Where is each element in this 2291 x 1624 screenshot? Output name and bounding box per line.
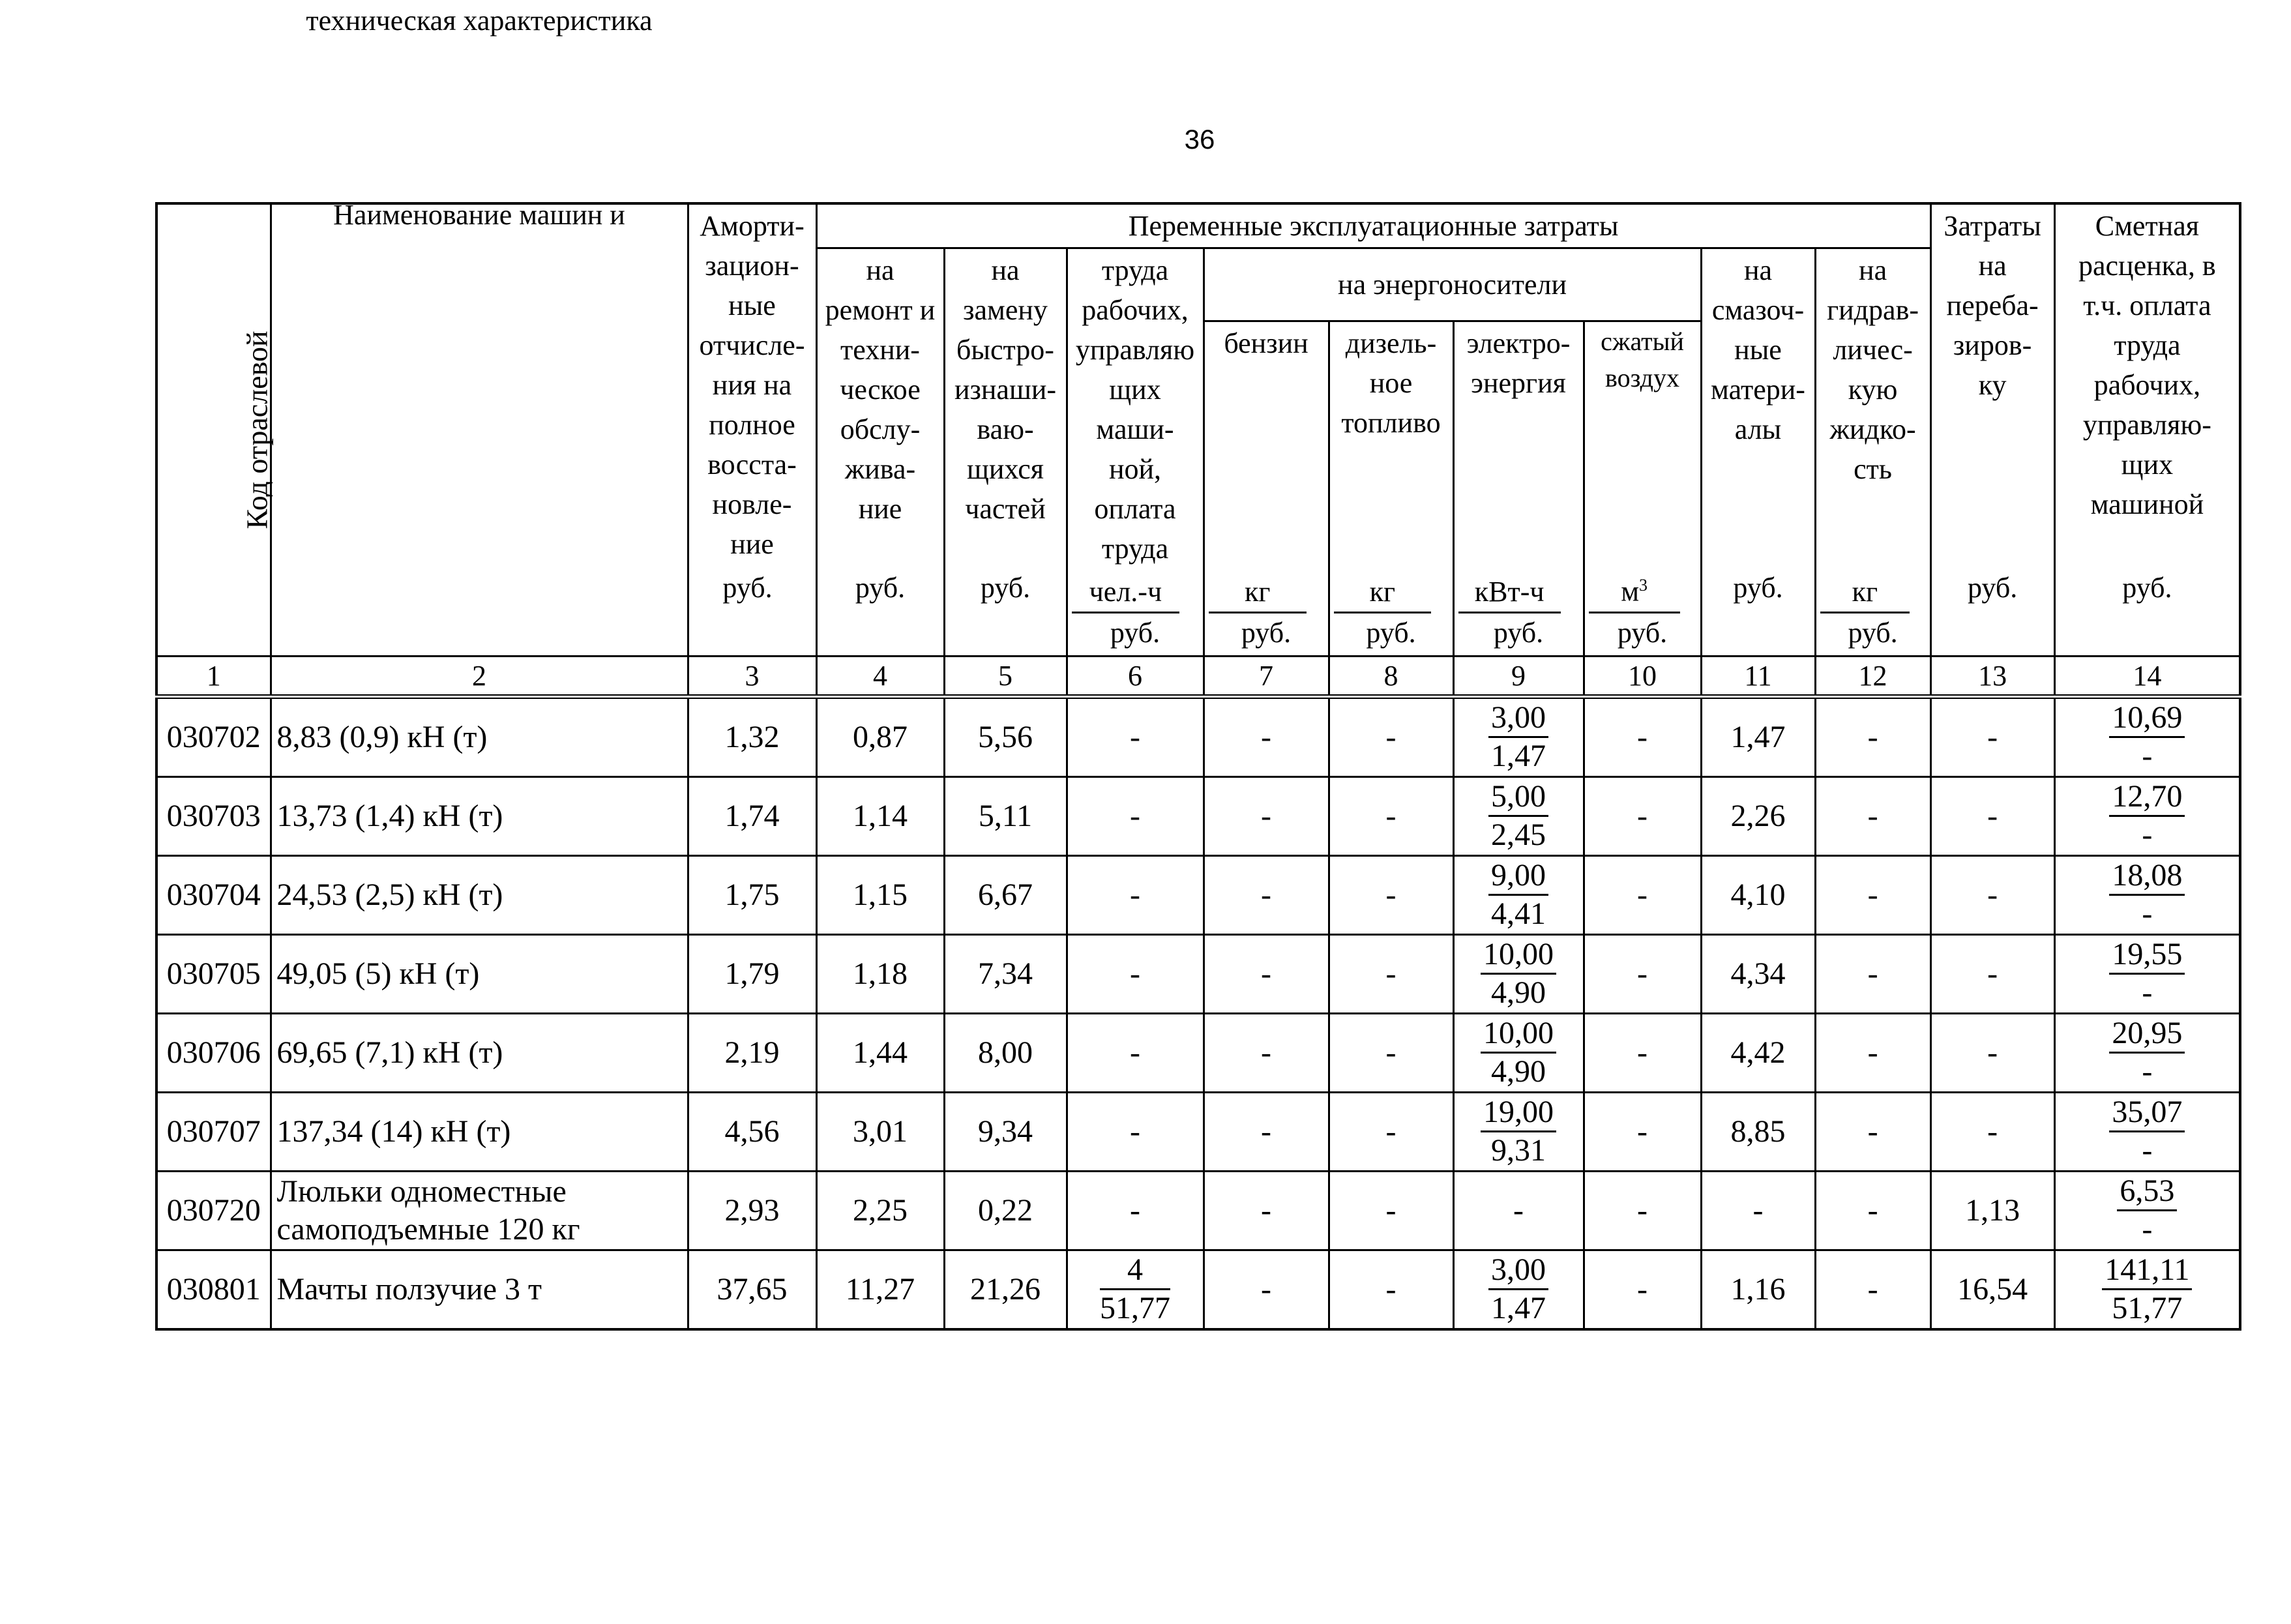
header-line: щих [2121,449,2174,480]
cell-repair: 0,87 [816,696,944,776]
cell-petrol: - [1204,1171,1329,1250]
cell-amortization: 1,75 [688,855,816,934]
table-row [156,1250,2240,1329]
cell-labor: - [1067,855,1204,934]
header-line: обслу- [840,413,921,445]
cell-petrol: - [1204,934,1329,1013]
header-compressed-air [1584,321,1701,656]
cell-labor: - [1067,1092,1204,1171]
unit-hydraulic-rub: руб. [1848,616,1898,649]
unit-diesel-rub: руб. [1366,616,1416,649]
header-line: ные [1734,333,1782,366]
header-line: матери- [1711,373,1805,406]
cell-compressed-air: - [1584,934,1701,1013]
cell-code: 030707 [156,1092,271,1171]
unit-amortization: руб. [722,571,773,604]
cell-code: 030720 [156,1171,271,1250]
page-number: 36 [1184,124,1215,155]
header-line: частей [965,492,1046,525]
cell-name: 49,05 (5) кН (т) [271,934,688,1013]
cell-code: 030801 [156,1250,271,1329]
cell-labor: - [1067,1171,1204,1250]
cell-petrol: - [1204,855,1329,934]
cell-name: Мачты ползучие 3 т [271,1250,688,1329]
name-line-1: Люльки одноместные [276,1174,567,1209]
header-line: Аморти- [700,210,805,242]
col-number: 2 [271,656,688,696]
cell-compressed-air: - [1584,776,1701,855]
cell-replacement: 0,22 [944,1171,1067,1250]
table-row [156,1013,2240,1092]
header-line: ние [730,528,774,560]
cell-lubricants: 8,85 [1701,1092,1815,1171]
cell-relocation: - [1930,696,2054,776]
cell-relocation: - [1930,934,2054,1013]
cell-rate [2054,776,2240,855]
cell-code: 030706 [156,1013,271,1092]
unit-petrol-rub: руб. [1241,616,1292,649]
cell-compressed-air: - [1584,696,1701,776]
unit-electricity-rub: руб. [1493,616,1544,649]
cell-amortization: 2,19 [688,1013,816,1092]
rate-labor: - [2142,739,2153,773]
unit-m3: м [1621,575,1640,608]
header-line: ной, [1108,452,1162,485]
cell-relocation: - [1930,855,2054,934]
unit-repair: руб. [855,571,906,604]
cell-petrol: - [1204,1013,1329,1092]
header-line: ческое [840,373,921,406]
header-line: ремонт и [825,293,936,326]
cell-hydraulic: - [1815,1092,1930,1171]
cell-rate [2054,696,2240,776]
header-amortization [688,203,816,656]
cell-amortization: 4,56 [688,1092,816,1171]
header-diesel [1329,321,1453,656]
header-line: на [1978,250,2007,282]
header-line: Затраты [1944,210,2041,242]
header-line: ное [1369,366,1413,399]
table-row [156,934,2240,1013]
col-number: 12 [1815,656,1930,696]
header-line: управляю- [2082,409,2211,441]
header-name-line-1: Наименование машин и [333,199,625,231]
electricity-rub: 2,45 [1491,818,1546,852]
header-line: щих [1109,373,1161,406]
table-row [156,776,2240,855]
header-line: гидрав- [1827,293,1919,326]
col-number: 6 [1067,656,1204,696]
header-line: сжатый [1601,326,1684,356]
rate-labor: - [2142,1212,2153,1247]
table-row [156,696,2240,776]
header-line: ку [1978,369,2007,401]
cell-name: 8,83 (0,9) кН (т) [271,696,688,776]
header-line: кую [1848,373,1898,406]
cell-electricity [1453,1092,1584,1171]
cell-electricity: - [1453,1171,1584,1250]
col-number: 1 [156,656,271,696]
cell-repair: 2,25 [816,1171,944,1250]
cell-rate [2054,934,2240,1013]
cell-diesel: - [1329,1092,1453,1171]
header-variable-costs: Переменные эксплуатационные затраты [816,203,1930,248]
electricity-kwh: 19,00 [1481,1094,1556,1132]
cell-relocation: - [1930,1092,2054,1171]
header-electricity [1453,321,1584,656]
unit-hydraulic-kg: кг [1820,572,1910,613]
table-row [156,855,2240,934]
cell-labor: - [1067,776,1204,855]
electricity-rub: 4,90 [1491,975,1546,1010]
header-line: на [1743,254,1773,286]
cell-compressed-air: - [1584,1171,1701,1250]
col-number: 8 [1329,656,1453,696]
cell-replacement: 6,67 [944,855,1067,934]
col-number: 14 [2054,656,2240,696]
cell-name: 69,65 (7,1) кН (т) [271,1013,688,1092]
header-labor [1067,248,1204,656]
cell-lubricants: 4,34 [1701,934,1815,1013]
header-line: машиной [2090,488,2204,520]
rate-total: 141,11 [2102,1252,2192,1290]
cell-relocation: - [1930,776,2054,855]
cell-repair: 1,15 [816,855,944,934]
cell-relocation: 16,54 [1930,1250,2054,1329]
header-line: маши- [1096,413,1174,445]
cell-replacement: 8,00 [944,1013,1067,1092]
col-number: 3 [688,656,816,696]
cell-labor: - [1067,696,1204,776]
col-number: 11 [1701,656,1815,696]
header-line: жидко- [1829,413,1916,445]
header-hydraulic [1815,248,1930,656]
cell-amortization: 2,93 [688,1171,816,1250]
header-line: управляю [1075,333,1195,366]
cell-diesel: - [1329,696,1453,776]
header-line: расценка, в [2078,250,2216,282]
cell-labor: - [1067,1013,1204,1092]
unit-kwh: кВт-ч [1458,572,1561,613]
cell-rate [2054,855,2240,934]
cell-compressed-air: - [1584,1092,1701,1171]
col-number: 10 [1584,656,1701,696]
header-line: топливо [1341,406,1441,439]
cell-lubricants: 2,26 [1701,776,1815,855]
cell-hydraulic: - [1815,696,1930,776]
cell-repair: 1,18 [816,934,944,1013]
header-line: новле- [712,488,792,520]
unit-m3-sup: 3 [1639,575,1648,595]
cell-rate [2054,1013,2240,1092]
header-line: на [991,254,1020,286]
cell-replacement: 5,56 [944,696,1067,776]
cell-electricity [1453,855,1584,934]
header-line: труда [1101,532,1169,565]
cell-hydraulic: - [1815,1250,1930,1329]
labor-rub: 51,77 [1100,1291,1170,1325]
cell-lubricants: 1,16 [1701,1250,1815,1329]
header-line: зацион- [705,250,799,282]
header-line: электро- [1466,327,1571,359]
cell-labor [1067,1250,1204,1329]
cell-relocation: - [1930,1013,2054,1092]
header-estimated-rate [2054,203,2240,656]
cell-petrol: - [1204,1250,1329,1329]
table-row [156,1092,2240,1171]
cell-electricity [1453,776,1584,855]
rate-labor: - [2142,818,2153,852]
cell-replacement: 9,34 [944,1092,1067,1171]
cell-electricity [1453,1013,1584,1092]
cell-repair: 3,01 [816,1092,944,1171]
col-number: 13 [1930,656,2054,696]
cell-petrol: - [1204,776,1329,855]
cell-diesel: - [1329,1171,1453,1250]
header-line: переба- [1946,289,2039,321]
col-number: 7 [1204,656,1329,696]
cell-hydraulic: - [1815,1013,1930,1092]
cell-diesel: - [1329,855,1453,934]
electricity-kwh: 3,00 [1488,700,1548,738]
electricity-kwh: 10,00 [1481,1015,1556,1054]
table-row [156,1171,2240,1250]
cell-amortization: 1,32 [688,696,816,776]
labor-man-hours: 4 [1100,1252,1170,1290]
cell-compressed-air: - [1584,855,1701,934]
cell-name: 24,53 (2,5) кН (т) [271,855,688,934]
cell-diesel: - [1329,1013,1453,1092]
header-line: техни- [840,333,920,366]
col-number: 4 [816,656,944,696]
header-line: отчисле- [699,329,805,361]
electricity-rub: 1,47 [1491,1291,1546,1325]
cell-repair: 11,27 [816,1250,944,1329]
cell-petrol: - [1204,1092,1329,1171]
cell-diesel: - [1329,776,1453,855]
header-line: восста- [707,449,797,480]
rate-labor: - [2142,896,2153,931]
cell-petrol: - [1204,696,1329,776]
rate-total: 35,07 [2109,1094,2185,1132]
header-line: дизель- [1345,327,1437,359]
cell-lubricants: 1,47 [1701,696,1815,776]
rate-total: 20,95 [2109,1015,2185,1054]
header-name [271,5,688,656]
header-energy: на энергоносители [1204,248,1701,321]
header-line: жива- [844,452,916,485]
cell-hydraulic: - [1815,776,1930,855]
rate-total: 19,55 [2109,936,2185,975]
col-number: 5 [944,656,1067,696]
header-line: оплата [1094,492,1176,525]
rate-total: 18,08 [2109,857,2185,896]
rate-labor: - [2142,1133,2153,1168]
cell-name: 137,34 (14) кН (т) [271,1092,688,1171]
electricity-kwh: 5,00 [1488,778,1548,817]
cell-name: 13,73 (1,4) кН (т) [271,776,688,855]
cell-code: 030702 [156,696,271,776]
cell-rate [2054,1092,2240,1171]
cell-compressed-air: - [1584,1250,1701,1329]
cell-rate [2054,1171,2240,1250]
header-line: Сметная [2095,210,2199,242]
cell-lubricants: - [1701,1171,1815,1250]
cell-replacement: 7,34 [944,934,1067,1013]
cell-diesel: - [1329,1250,1453,1329]
header-code: Код отраслевой [156,203,271,656]
header-repair [816,248,944,656]
header-line: быстро- [956,333,1054,366]
rate-labor: - [2142,975,2153,1010]
rate-total: 6,53 [2117,1173,2177,1211]
cell-hydraulic: - [1815,855,1930,934]
header-line: сть [1854,452,1892,485]
cell-diesel: - [1329,934,1453,1013]
unit-diesel-kg: кг [1334,572,1432,613]
name-line-2: самоподъемные 120 кг [276,1211,580,1247]
rate-labor: 51,77 [2112,1291,2183,1325]
electricity-kwh: 3,00 [1488,1252,1548,1290]
header-line: полное [709,409,795,441]
header-line: замену [963,293,1048,326]
header-line: ваю- [977,413,1034,445]
cell-amortization: 1,74 [688,776,816,855]
cell-replacement: 21,26 [944,1250,1067,1329]
cell-rate [2054,1250,2240,1329]
cell-repair: 1,14 [816,776,944,855]
header-line: рабочих, [1082,293,1189,326]
electricity-rub: 1,47 [1491,739,1546,773]
cell-code: 030704 [156,855,271,934]
header-line: изнаши- [954,373,1057,406]
header-petrol: бензин кг руб. [1204,321,1329,656]
unit-air-rub: руб. [1617,616,1668,649]
header-line: ные [728,289,776,321]
cell-lubricants: 4,10 [1701,855,1815,934]
header-replacement [944,248,1067,656]
header-line: личес- [1833,333,1913,366]
unit-man-hour: чел.-ч [1072,572,1180,613]
cell-relocation: 1,13 [1930,1171,2054,1250]
header-line: на [866,254,894,286]
cell-repair: 1,44 [816,1013,944,1092]
unit-petrol-kg: кг [1209,572,1307,613]
header-line: энергия [1471,366,1566,399]
header-line: труда [1101,254,1169,286]
col-number: 9 [1453,656,1584,696]
header-line: щихся [967,452,1044,485]
header-line: зиров- [1953,329,2032,361]
header-line: смазоч- [1711,293,1805,326]
header-line: алы [1734,413,1782,445]
electricity-kwh: 9,00 [1488,857,1548,896]
cell-code: 030703 [156,776,271,855]
electricity-rub: 4,90 [1491,1054,1546,1089]
header-line: труда [2114,329,2181,361]
cell-hydraulic: - [1815,1171,1930,1250]
cell-labor: - [1067,934,1204,1013]
cell-electricity [1453,1250,1584,1329]
unit-relocation: руб. [1967,571,2018,604]
header-line: рабочих, [2093,369,2201,401]
cell-amortization: 1,79 [688,934,816,1013]
cell-amortization: 37,65 [688,1250,816,1329]
cell-electricity [1453,934,1584,1013]
rate-labor: - [2142,1054,2153,1089]
cell-electricity [1453,696,1584,776]
cell-code: 030705 [156,934,271,1013]
cell-hydraulic: - [1815,934,1930,1013]
unit-lubricants: руб. [1733,571,1783,604]
cell-name [271,1171,688,1250]
electricity-kwh: 10,00 [1481,936,1556,975]
rate-total: 12,70 [2109,778,2185,817]
header-line: ние [858,492,902,525]
unit-replacement: руб. [980,571,1031,604]
header-relocation [1930,203,2054,656]
header-line: воздух [1604,362,1680,392]
electricity-rub: 4,41 [1491,896,1546,931]
cell-compressed-air: - [1584,1013,1701,1092]
rate-total: 10,69 [2109,700,2185,738]
electricity-rub: 9,31 [1491,1133,1546,1168]
cell-lubricants: 4,42 [1701,1013,1815,1092]
unit-rate: руб. [2122,571,2172,604]
header-line: на [1859,254,1887,286]
unit-labor-rub: руб. [1110,616,1160,649]
header-name-line-2: техническая характеристика [306,5,653,37]
header-line: т.ч. оплата [2083,289,2211,321]
cell-replacement: 5,11 [944,776,1067,855]
header-line: ния на [712,369,792,401]
header-lubricants [1701,248,1815,656]
